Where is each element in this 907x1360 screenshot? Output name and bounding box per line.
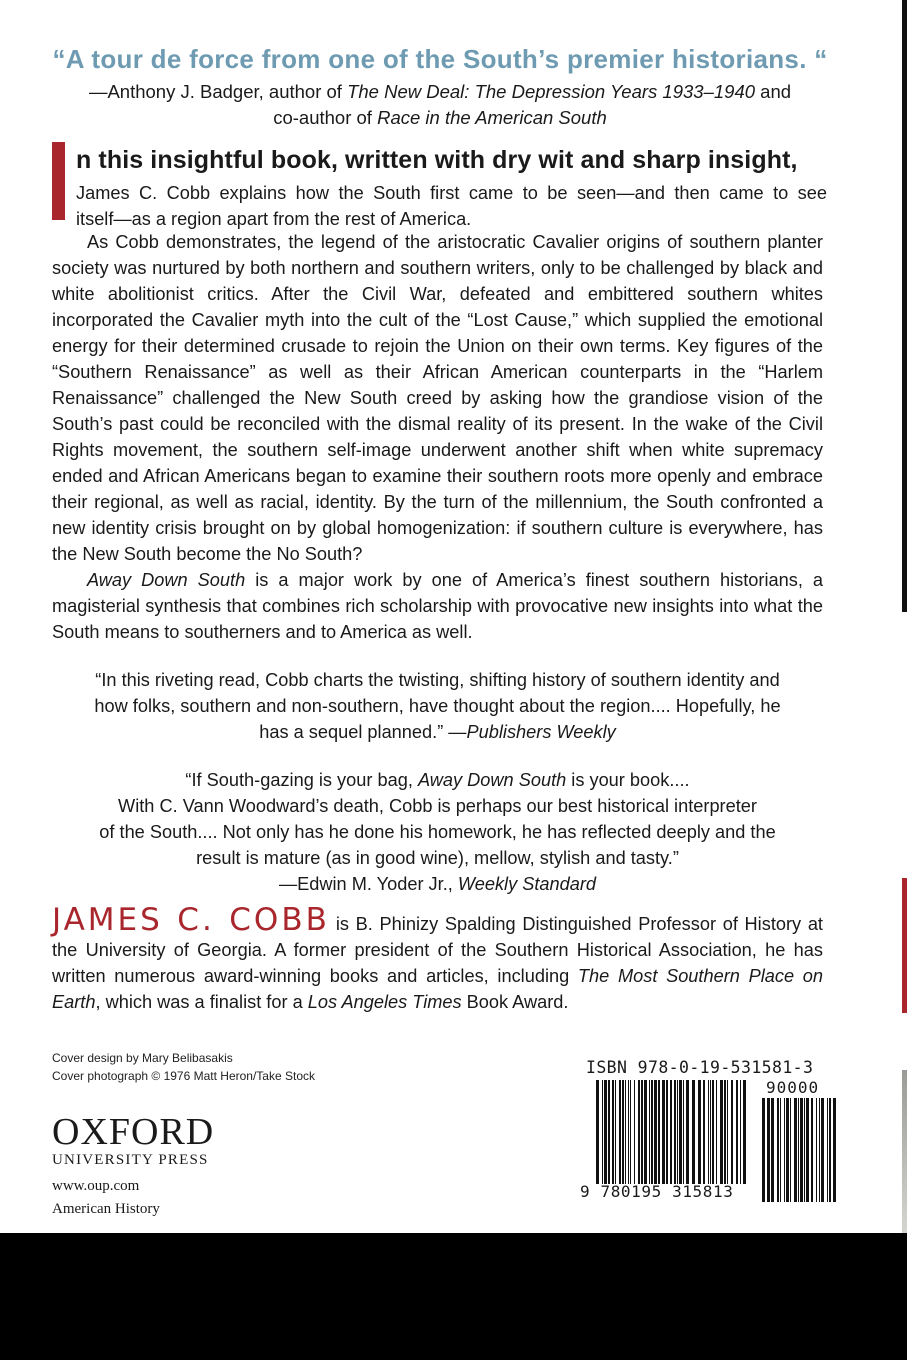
barcode-bar [703, 1080, 705, 1184]
bottom-black-band [0, 1233, 907, 1360]
barcode-bar [641, 1080, 643, 1184]
review-text: is your book.... [566, 770, 690, 790]
description-body [52, 229, 823, 645]
bio-text: is B. Phinizy Spalding Distinguished Professor of History at the University of Georgia. A former president of the Southern Historical Association, he has written numerous award-winning books and articles, including [52, 914, 823, 986]
barcode-bar [654, 1080, 657, 1184]
intro-line-2: itself—as a region apart from the rest of America. [76, 209, 472, 229]
bio-text: , which was a finalist for a [95, 992, 308, 1012]
bio-text: Book Award. [461, 992, 569, 1012]
barcode-bar [604, 1080, 607, 1184]
barcode-bar [686, 1080, 689, 1184]
barcode-bar [662, 1080, 665, 1184]
barcode-bar [720, 1080, 723, 1184]
barcode-bar [683, 1080, 684, 1184]
review-line [52, 871, 823, 897]
barcode-bar [762, 1098, 765, 1202]
barcode-bar [619, 1080, 621, 1184]
barcode-bar [712, 1080, 714, 1184]
intro-headline: n this insightful book, written with dry wit and sharp insight, [76, 146, 798, 174]
barcode-bar [630, 1080, 631, 1184]
cover-design-credit: Cover design by Mary Belibasakis [52, 1051, 233, 1065]
cover-credits [52, 1049, 315, 1085]
author-bio [52, 902, 823, 1015]
barcode-bar [724, 1080, 726, 1184]
barcode-bar [698, 1080, 701, 1184]
cover-photo-credit: Cover photograph © 1976 Matt Heron/Take Stock [52, 1069, 315, 1083]
barcode-bar [708, 1080, 709, 1184]
barcode-bar [638, 1080, 640, 1184]
review-publishers-weekly [52, 667, 823, 745]
attr-book-title: Race in the American South [377, 107, 607, 128]
attr-text: —Anthony J. Badger, author of [88, 81, 348, 102]
barcode-bar [794, 1098, 797, 1202]
publisher-subtitle: UNIVERSITY PRESS [52, 1152, 209, 1168]
barcode-bar [743, 1080, 746, 1184]
drop-cap-i [52, 142, 65, 220]
review-source: Publishers Weekly [466, 722, 616, 742]
attr-book-title: The New Deal: The Depression Years 1933–1940 [347, 81, 756, 102]
barcode-bar [804, 1098, 805, 1202]
price-addon-barcode [762, 1098, 836, 1202]
barcode-bar [821, 1098, 824, 1202]
barcode-bar [670, 1080, 672, 1184]
publisher-url: www.oup.com [52, 1178, 140, 1194]
barcode-bar [666, 1080, 668, 1184]
book-category: American History [52, 1201, 160, 1217]
barcode-bar [731, 1080, 733, 1184]
barcode-bar [692, 1080, 695, 1184]
publisher-info [52, 1175, 160, 1221]
barcode-bar [784, 1098, 785, 1202]
barcode-bar [608, 1080, 610, 1184]
author-name: JAMES C. COBB [52, 902, 330, 938]
barcode-bar [798, 1098, 799, 1202]
barcode-bar [710, 1080, 711, 1184]
barcode-bar [833, 1098, 836, 1202]
barcode-bar [628, 1080, 629, 1184]
top-quote-text: “A tour de force from one of the South’s premier historians. “ [52, 44, 828, 74]
barcode-bar [811, 1098, 813, 1202]
barcode-bar [771, 1098, 774, 1202]
description-paragraph-2 [52, 567, 823, 645]
price-addon-digits: 90000 [766, 1078, 820, 1097]
barcode-bar [625, 1080, 626, 1184]
publisher-logo [52, 1112, 214, 1169]
review-line: result is mature (as in good wine), mellow, stylish and tasty.” [196, 848, 679, 868]
attr-text: and [755, 81, 792, 102]
review-line: how folks, southern and non-southern, have thought about the region.... Hopefully, he [94, 696, 781, 716]
review-line [52, 719, 823, 745]
isbn-label: ISBN 978-0-19-531581-3 [586, 1058, 814, 1077]
barcode-bar [651, 1080, 653, 1184]
attr-text: co-author of [273, 107, 378, 128]
ean-barcode [596, 1080, 746, 1184]
review-weekly-standard [52, 767, 823, 897]
barcode-bar [829, 1098, 831, 1202]
description-paragraph-1: As Cobb demonstrates, the legend of the aristocratic Cavalier origins of southern planter society was nurtured by both northern and southern writers, only to be challenged by black and white abolitionist critics. After the Civil War, defeated and embittered southern whites incorporated the Cavalier myth into the cult of the “Lost Cause,” which supplied the emotional energy for their determined crusade to rejoin the Union on their own terms. Key figures of the “Southern Renaissance” as well as their African American counterparts in the “Harlem Renaissance” challenged the New South creed by asking how the grandiose vision of the South’s past could be reconciled with the dismal reality of its present. In the wake of the Civil Rights movement, the southern self-image underwent another shift when white supremacy ended and African Americans began to examine their southern roots more openly and embrace their regional, as well as racial, identity. By the turn of the millennium, the South confronted a new identity crisis brought on by global homogenization: if southern culture is everywhere, has the New South become the No South? [52, 232, 823, 564]
review-text: has a sequel planned.” — [259, 722, 467, 742]
barcode-bar [602, 1080, 603, 1184]
award-name: Los Angeles Times [307, 992, 462, 1012]
barcode-bar [827, 1098, 828, 1202]
barcode-bar [649, 1080, 650, 1184]
barcode-bar [767, 1098, 770, 1202]
barcode-bar [644, 1080, 647, 1184]
cover-photo-edge [902, 1070, 907, 1235]
intro-paragraph [52, 140, 827, 232]
cover-spine-edge [902, 0, 907, 612]
top-quote [40, 44, 840, 131]
barcode-bar [800, 1098, 803, 1202]
book-title: The Most Southern Place on Earth [52, 966, 823, 1012]
barcode-bar [816, 1098, 817, 1202]
barcode-bar [780, 1098, 781, 1202]
barcode-bar [596, 1080, 599, 1184]
barcode-bar [612, 1080, 614, 1184]
barcode-bar [786, 1098, 789, 1202]
barcode-bar [674, 1080, 676, 1184]
review-line: “In this riveting read, Cobb charts the twisting, shifting history of southern identity and [95, 670, 780, 690]
barcode-bar [716, 1080, 717, 1184]
paragraph-text: is a major work by one of America’s finest southern historians, a magisterial synthesis that combines rich scholarship with provocative new insights into what the South means to southerners and to America as well. [52, 570, 824, 642]
barcode-bar [634, 1080, 635, 1184]
publisher-name: OXFORD [52, 1111, 215, 1153]
barcode-bar [806, 1098, 809, 1202]
cover-spine-red-edge [902, 878, 907, 1013]
barcode-bar [677, 1080, 678, 1184]
book-title: Away Down South [87, 570, 246, 590]
ean-digits: 9 780195 315813 [580, 1182, 734, 1201]
review-source: Weekly Standard [457, 874, 597, 894]
barcode-bar [727, 1080, 728, 1184]
review-line [52, 767, 823, 793]
intro-line-1: James C. Cobb explains how the South first came to be seen—and then came to see [76, 183, 827, 203]
barcode-bar [740, 1080, 741, 1184]
barcode-bar [622, 1080, 624, 1184]
barcode-bar [615, 1080, 616, 1184]
review-text: —Edwin M. Yoder Jr., [278, 874, 458, 894]
review-text: “If South-gazing is your bag, [185, 770, 418, 790]
review-line: With C. Vann Woodward’s death, Cobb is perhaps our best historical interpreter [118, 796, 757, 816]
barcode-bar [658, 1080, 660, 1184]
barcode-bar [790, 1098, 791, 1202]
barcode-bar [819, 1098, 820, 1202]
book-title: Away Down South [417, 770, 567, 790]
top-quote-attribution [40, 79, 840, 131]
barcode-bar [679, 1080, 682, 1184]
review-line: of the South.... Not only has he done his homework, he has reflected deeply and the [99, 822, 776, 842]
barcode-bar [777, 1098, 779, 1202]
barcode-bar [736, 1080, 738, 1184]
